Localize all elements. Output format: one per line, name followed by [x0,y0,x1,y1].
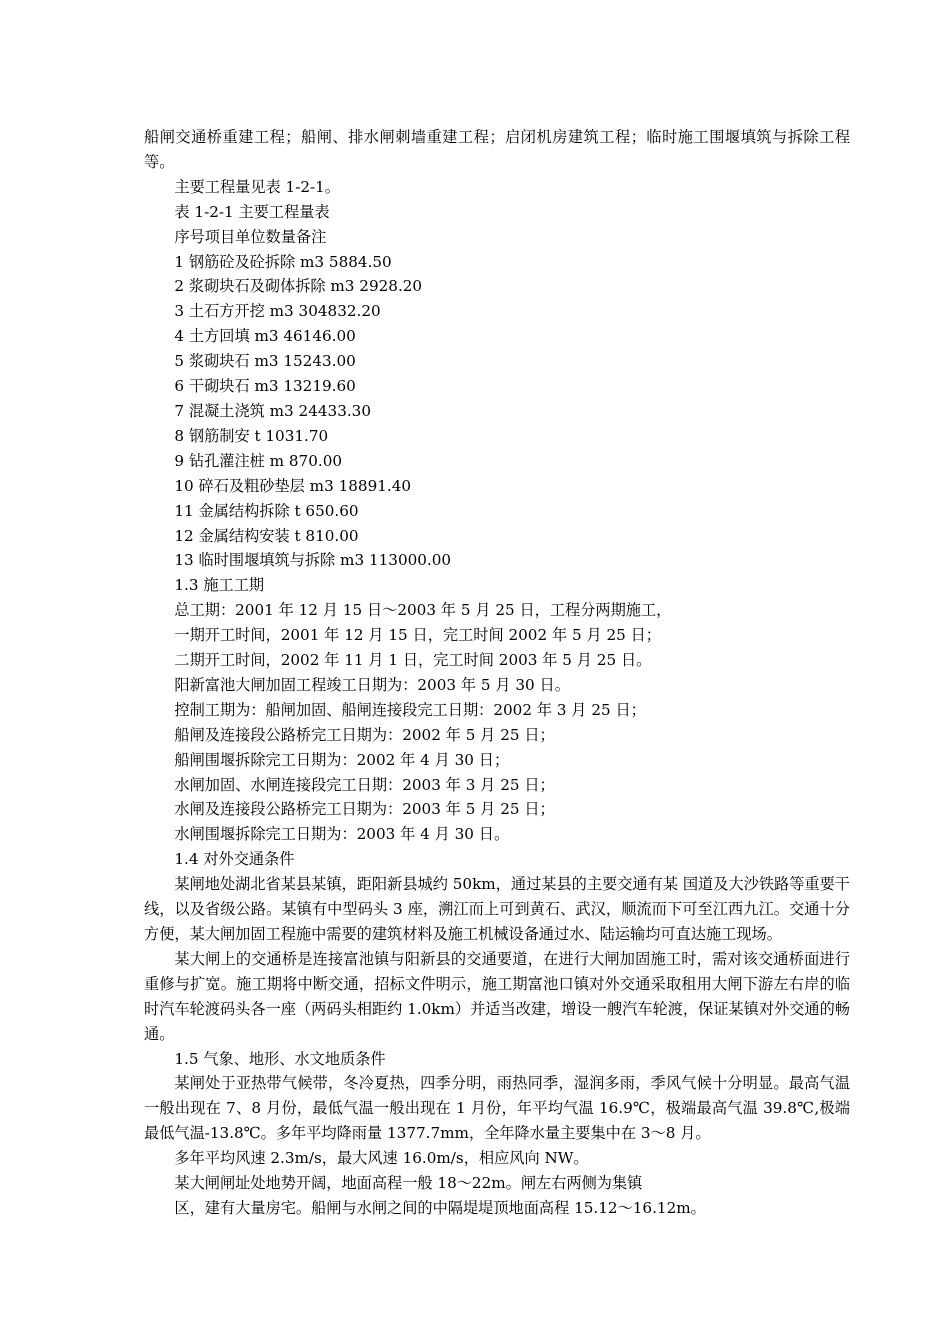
table-row: 5 浆砌块石 m3 15243.00 [174,352,356,371]
table-row: 10 碎石及粗砂垫层 m3 18891.40 [174,476,412,495]
schedule-line: 水闸围堰拆除完工日期为：2003 年 4 月 30 日。 [174,825,510,844]
schedule-line: 船闸围堰拆除完工日期为：2002 年 4 月 30 日； [174,750,510,769]
continuation-paragraph: 船闸交通桥重建工程；船闸、排水闸刺墙重建工程；启闭机房建筑工程；临时施工围堰填筑与拆除工程等。 [144,128,850,171]
table-row: 8 钢筋制安 t 1031.70 [174,426,329,445]
table-row: 2 浆砌块石及砌体拆除 m3 2928.20 [174,277,423,296]
table-row: 13 临时围堰填筑与拆除 m3 113000.00 [174,551,452,570]
section-heading: 1.5 气象、地形、水文地质条件 [174,1049,386,1068]
quantity-intro: 主要工程量见表 1-2-1。 [174,177,340,196]
table-row: 7 混凝土浇筑 m3 24433.30 [174,401,372,420]
schedule-line: 一期开工时间，2001 年 12 月 15 日，完工时间 2002 年 5 月 25 日； [174,626,661,645]
table-row: 6 干砌块石 m3 13219.60 [174,377,356,396]
table-row: 3 土石方开挖 m3 304832.20 [174,302,381,321]
section-heading: 1.3 施工工期 [174,576,265,595]
table-row: 11 金属结构拆除 t 650.60 [174,501,359,520]
body-paragraph: 某闸处于亚热带气候带，冬冷夏热，四季分明，雨热同季，湿润多雨，季风气候十分明显。最高气温一般出现在 7、8 月份，最低气温一般出现在 1 月份，年平均气温 16.9℃，极端最高气温 39.8℃,极端最低气温-13.8℃。多年平均降雨量 1377.7mm，全年降水量主要集中在 3～8 月。 [144,1074,850,1143]
schedule-line: 阳新富池大闸加固工程竣工日期为：2003 年 5 月 30 日。 [174,675,570,694]
table-row: 1 钢筋砼及砼拆除 m3 5884.50 [174,252,392,271]
body-line: 多年平均风速 2.3m/s，最大风速 16.0m/s，相应风向 NW。 [174,1149,589,1168]
body-paragraph: 某闸地处湖北省某县某镇，距阳新县城约 50km，通过某县的主要交通有某 国道及大沙铁路等重要干线，以及省级公路。某镇有中型码头 3 座，溯江而上可到黄石、武汉，顺流而下可至江西九江。交通十分方便，某大闸加固工程施中需要的建筑材料及施工机械设备通过水、陆运输均可直达施工现场。 [144,875,850,943]
quantity-table [144,250,850,574]
section-heading: 1.4 对外交通条件 [174,850,295,869]
body-paragraph: 某大闸上的交通桥是连接富池镇与阳新县的交通要道，在进行大闸加固施工时，需对该交通桥面进行重修与扩宽。施工期将中断交通，招标文件明示，施工期富池口镇对外交通采取租用大闸下游左右岸的临时汽车轮渡码头各一座（两码头相距约 1.0km）并适当改建，增设一艘汽车轮渡，保证某镇对外交通的畅通。 [144,949,850,1043]
table-row: 4 土方回填 m3 46146.00 [174,327,356,346]
table-row: 12 金属结构安装 t 810.00 [174,526,359,545]
table-caption: 表 1-2-1 主要工程量表 [174,202,330,221]
schedule-list [144,598,850,847]
table-row: 9 钻孔灌注桩 m 870.00 [174,451,343,470]
schedule-line: 总工期：2001 年 12 月 15 日～2003 年 5 月 25 日，工程分两期施工， [174,601,672,620]
body-line: 某大闸闸址处地势开阔，地面高程一般 18～22m。闸左右两侧为集镇 [174,1174,643,1193]
schedule-line: 控制工期为：船闸加固、船闸连接段完工日期：2002 年 3 月 25 日； [174,700,646,719]
schedule-line: 水闸及连接段公路桥完工日期为：2003 年 5 月 25 日； [174,800,555,819]
table-header: 序号项目单位数量备注 [174,227,327,246]
schedule-line: 水闸加固、水闸连接段完工日期：2003 年 3 月 25 日； [174,775,555,794]
document-body [144,125,850,1221]
schedule-line: 二期开工时间，2002 年 11 月 1 日，完工时间 2003 年 5 月 25 日。 [174,651,652,670]
body-line: 区，建有大量房宅。船闸与水闸之间的中隔堤堤顶地面高程 15.12～16.12m。 [174,1198,706,1217]
schedule-line: 船闸及连接段公路桥完工日期为：2002 年 5 月 25 日； [174,725,555,744]
